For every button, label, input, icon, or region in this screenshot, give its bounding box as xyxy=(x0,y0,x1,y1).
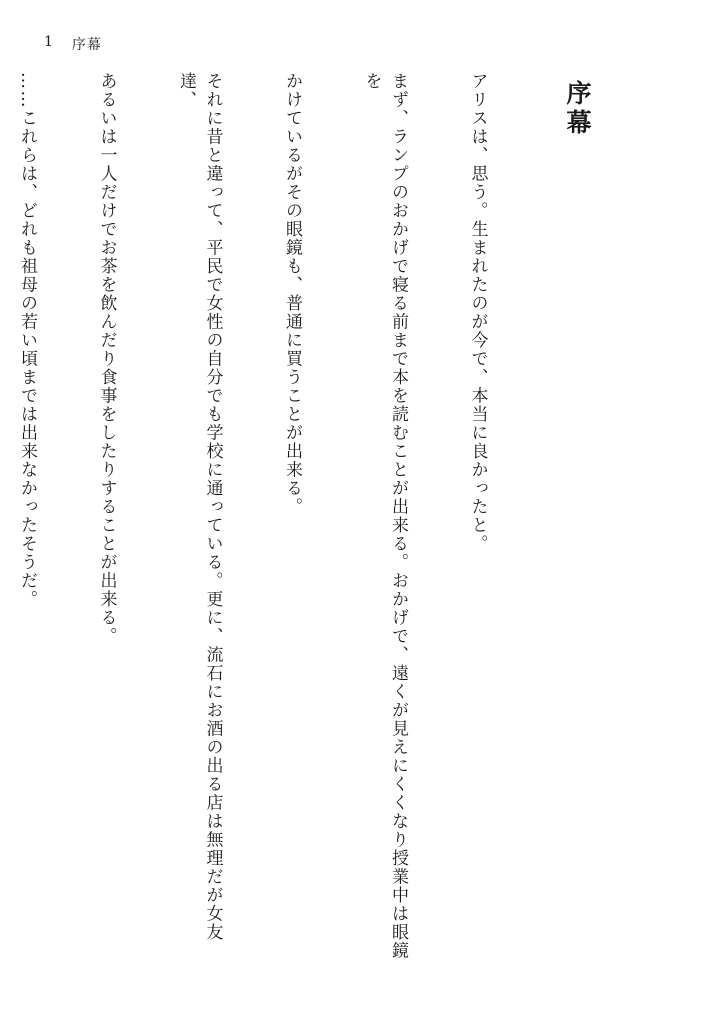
text-line: かけているがその眼鏡も、普通に買うことが出来る。 xyxy=(282,72,302,516)
running-header xyxy=(44,34,102,54)
chapter-title: 序幕 xyxy=(563,80,592,138)
text-line: あるいは一人だけでお茶を飲んだり食事をしたりすることが出来る。 xyxy=(96,72,117,646)
text-line: まず、ランプのおかげで寝る前まで本を読むことが出来る。おかげで、遠くが見えにくくなり授業中は眼鏡を xyxy=(361,72,408,960)
page-number: 1 xyxy=(44,34,54,50)
text-line: ……これらは、どれも祖母の若い頃までは出来なかったそうだ。 xyxy=(17,72,37,609)
text-line: それに昔と違って、平民で女性の自分でも学校に通っている。更に、流石にお酒の出る店は無理だが女友達、 xyxy=(176,72,223,942)
text-line: アリスは、思う。生まれたのが今で、本当に良かったと。 xyxy=(467,72,488,553)
running-title: 序幕 xyxy=(71,37,102,53)
vertical-text-body xyxy=(17,72,643,972)
